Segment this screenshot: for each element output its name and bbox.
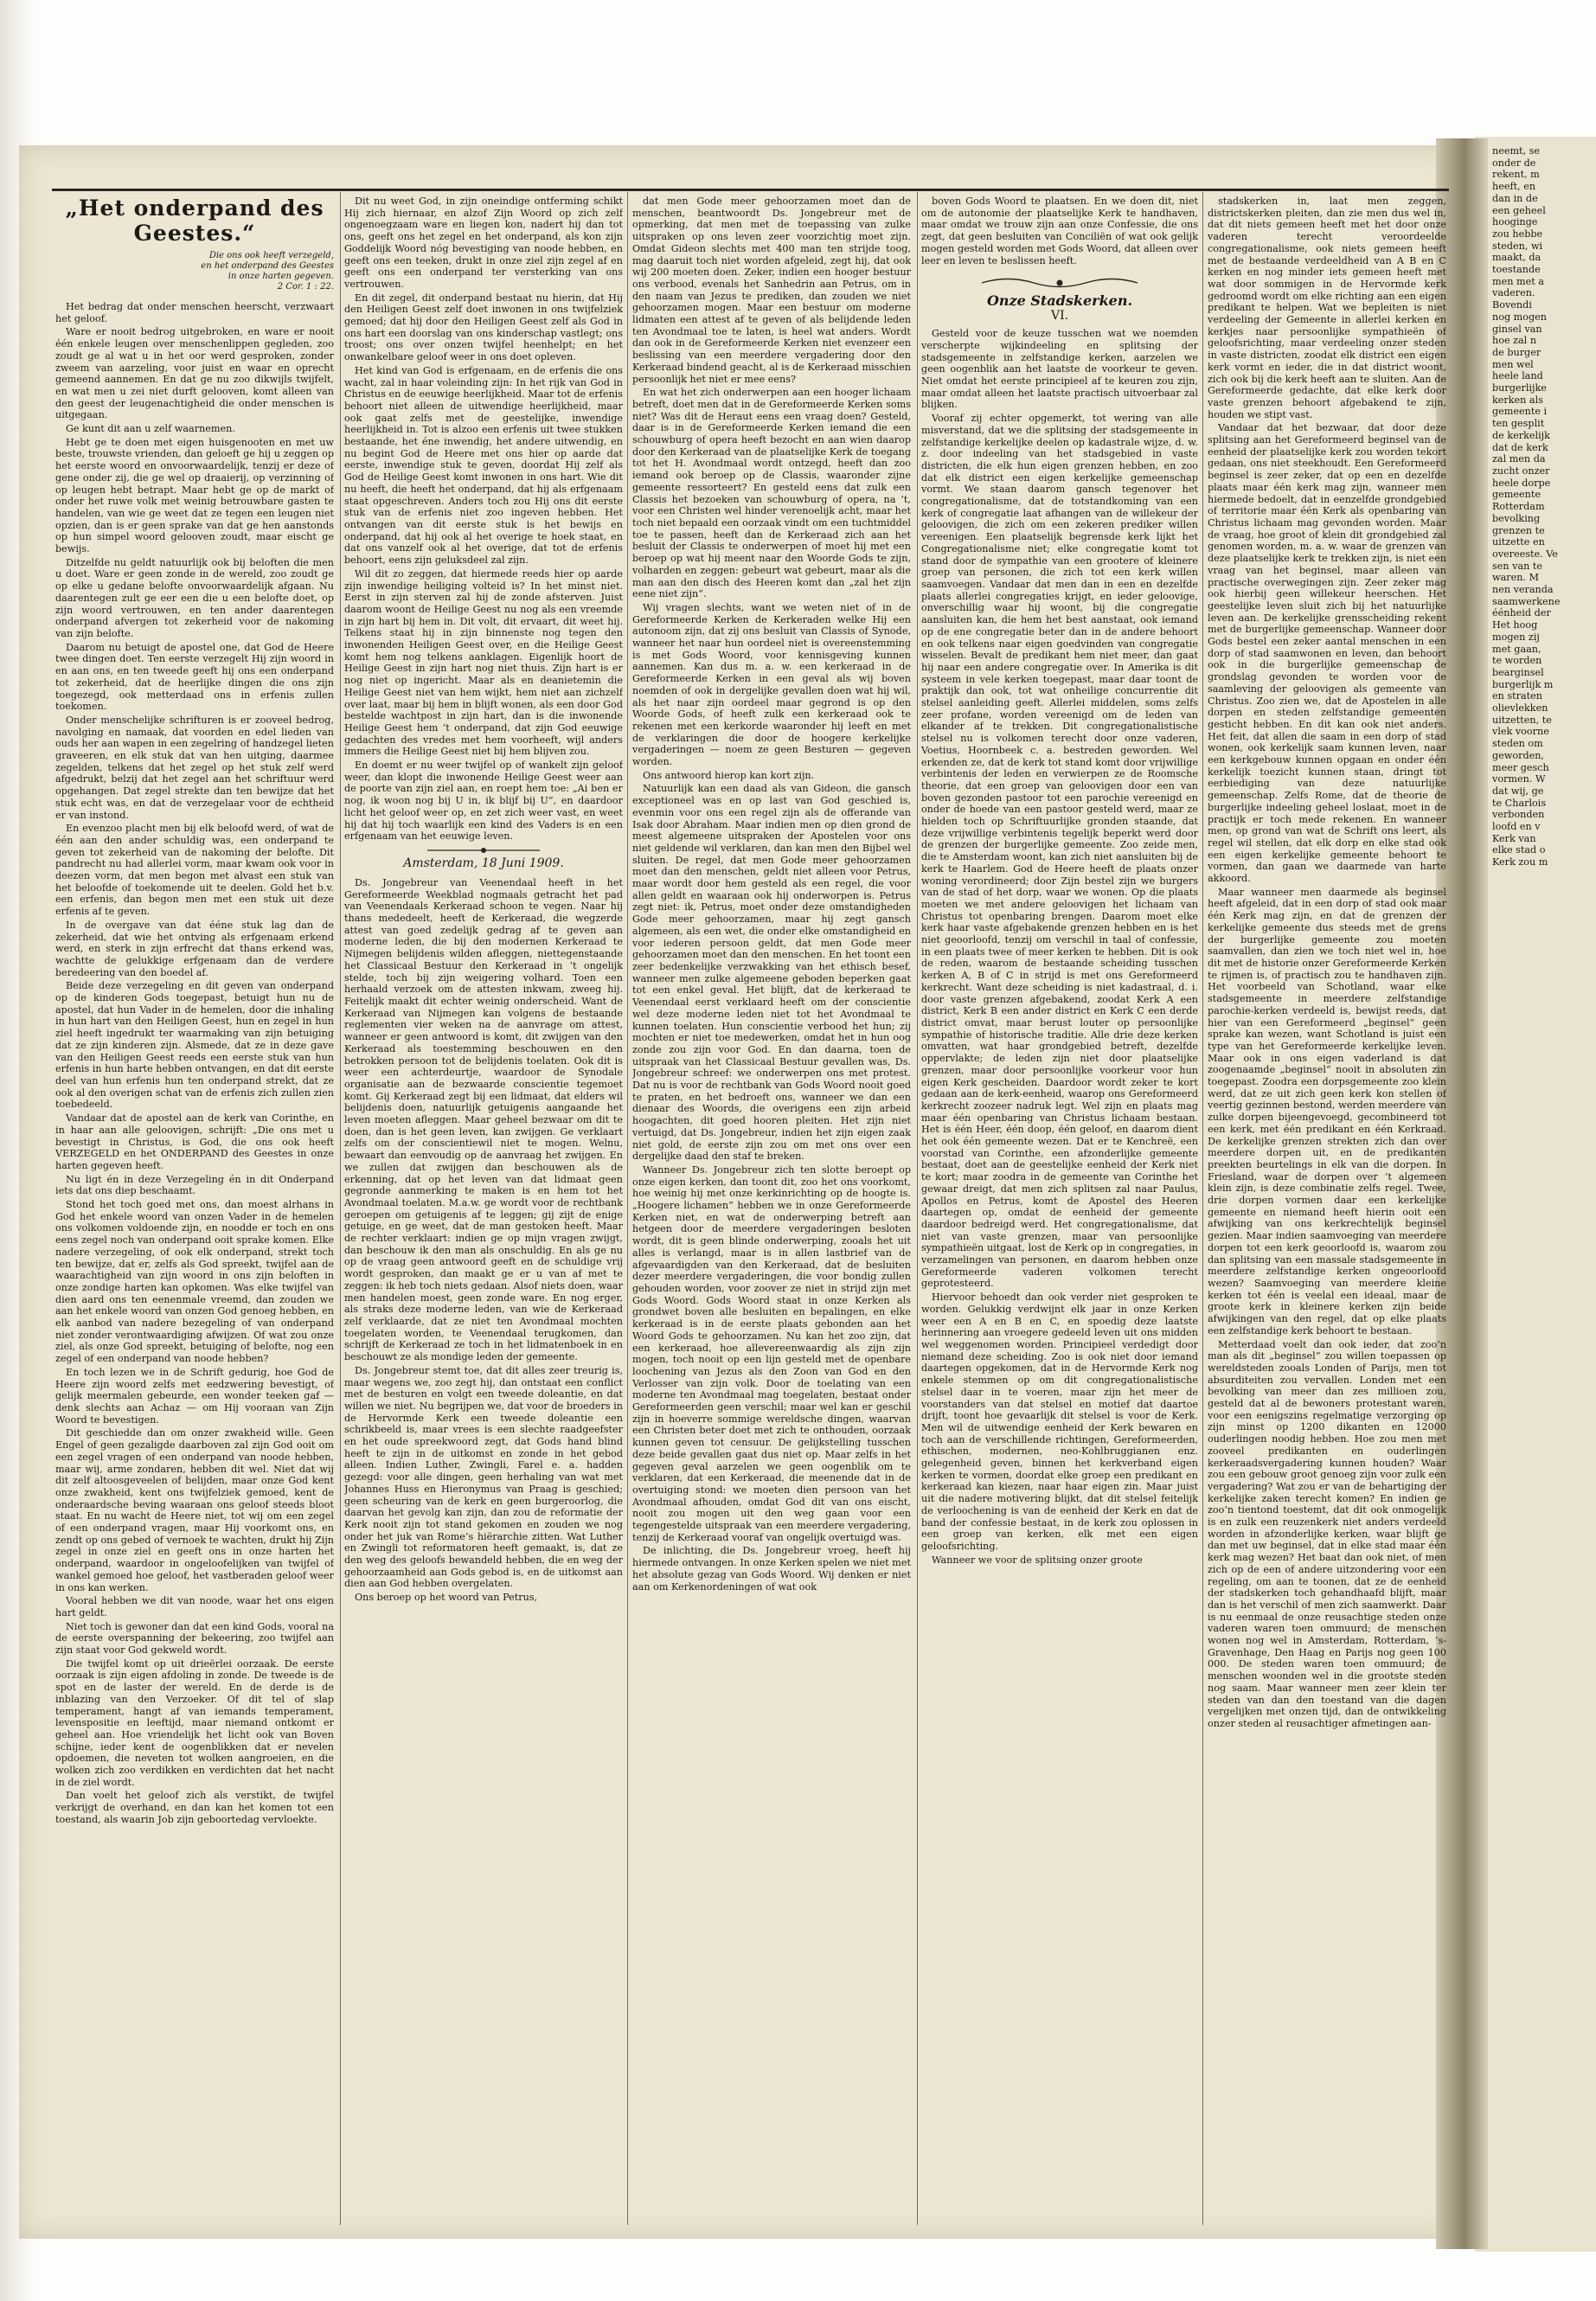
motto-line: en het onderpand des Geestes (201, 261, 334, 271)
paragraph: dat men Gode meer gehoorzamen moet dan de menschen, beantwoordt Ds. Jongebreur met de opmerking, dat men met de toepassing van zulke uitspraken op ons leven zeer voorzichtig moet zijn. Omdat Gideon slechts met 400 man ten strijde toog, mag daaruit toch niet worden afgeleid, zegt hij, dat ook wij 200 moeten doen. Zeker, indien een hooger bestuur ons verbood, evenals het Sanhedrin aan Petrus, om in den naam van Jezus te prediken, dan zouden we niet gehoorzamen mogen. Maar een bestuur om moderne lidmaten een attest af te geven of als belijdende leden ten Avondmaal toe te laten, is heel wat anders. Wordt dan ook in de Gereformeerde Kerken niet evenzeer een beslissing van een meerdere vergadering door den Kerkeraad bindend geacht, al is de Kerkeraad misschien persoonlijk het niet er mee eens? (632, 195, 911, 385)
paragraph: Ons beroep op het woord van Petrus, (355, 1592, 538, 1604)
column-2 (344, 195, 623, 2228)
fragment-line: Kerk zou m (1492, 856, 1548, 868)
fragment-line: bevolking (1492, 512, 1541, 524)
fragment-line: gemeente (1492, 489, 1541, 501)
paragraph: Onder menschelijke schrifturen is er zooveel bedrog, navolging en namaak, dat voorden en edel lieden van ouds her aan wapen in een zegelring of handzegel lieten graveeren, en elk stuk dat van hen uitging, daarmee zegelden, telkens dat het zegel op het stuk zelf werd afgedrukt, belzij dat het zegel aan het schriftuur werd opgehangen. Dat zegel strekte dan ten bewijze dat het stuk echt was, en dat de verzegelaar voor de echtheid er van instond. (55, 714, 334, 821)
fragment-line: rekent, m (1492, 169, 1540, 181)
fragment-line: men wel (1492, 358, 1534, 370)
fragment-line: steden om (1492, 738, 1543, 750)
paragraph: Het kind van God is erfgenaam, en de erfenis die ons wacht, zal in haar voleinding zijn: In het rijk van God in Christus en de eeuwige heerlijkheid. Maar tot de erfenis behoort niet alleen de uitwendige heerlijkheid, maar ook gaat zelfs met de geestelijke, inwendige heerlijkheid in. Tot is alzoo een erfenis uit twee stukken bestaande, het éne inwendig, het andere uitwendig, en nu begint God de Heere met ons hier op aarde dat eerste, inwendige stuk te geven, doordat Hij zelf als God de Heilige Geest komt inwonen in ons hart. Wie dit nu heeft, die heeft het onderpand, dat hij als erfgenaam staat opgeschreven. Anders toch zou Hij ons dit eerste stuk van de erfenis niet zoo ingeven hebben. Het ontvangen van dit eerste stuk is het bewijs en onderpand, dat hij ook al het overige te hoek staat, en dat ons vanzelf ook al het overige, dat tot de erfenis behoort, eens zijn geluksdeel zal zijn. (344, 364, 623, 567)
fragment-line: een geheel (1492, 204, 1546, 216)
fragment-line: Rotterdam (1492, 501, 1545, 513)
paragraph: En evenzoo placht men bij elk beloofd werd, of wat de één aan den ander schuldig was, een onderpand te geven tot zekerheid van de nakoming der belofte. Dit pandrecht nu had allerlei vorm, maar kwam ook voor in deezen vorm, dat men begon met alvast een stuk van het beloofde of toekomende uit te deelen. Gold het b.v. een erfenis, dan begon men met een stuk uit deze erfenis af te geven. (55, 823, 334, 918)
column-rule (627, 192, 628, 2225)
paragraph: Wanneer we voor de splitsing onzer groote (932, 1554, 1143, 1566)
fragment-line: zou hebbe (1492, 228, 1543, 240)
fragment-line: Het hoog (1492, 619, 1538, 631)
fragment-line: bearginsel (1492, 666, 1544, 678)
fragment-line: Kerk van (1492, 832, 1536, 844)
fragment-line: men met a (1492, 275, 1544, 287)
column-5 (1208, 195, 1446, 2228)
paragraph: Dit geschiedde dan om onzer zwakheid wille. Geen Engel of geen gezaligde daarboven zal zijn God ooit om een zegel vragen of een onderpand van noode hebben, maar wij, arme zondaren, hebben dit wel. Niet dat wij dit zelf altoosgeveelen of belijden, maar onze God kent onze zwakheid, kent ons twijfelziek gemoed, kent de onderaardsche beving waaraan ons geloof steeds bloot staat. En nu wacht de Heere niet, tot wij om een zegel of een onderpand vragen, maar Hij voorkomt ons, en zendt op ons gebed of vernoek te wachten, drukt hij Zijn zegel in onze ziel en geeft ons in onze harten het onderpand, waardoor in ongeloofelijken van twijfel of wankel gemoed hoe geloof, het vastberaden geloof weer in ons kan werken. (55, 1427, 334, 1593)
section-title: Onze Stadskerken. (986, 292, 1133, 310)
paragraph: En doemt er nu weer twijfel op of wankelt zijn geloof weer, dan klopt die inwonende Heilige Geest weer aan de poorte van zijn ziel aan, en roept hem toe: „Ai ben er nog, ik woon nog bij U in, ik blijf bij U“, en daardoor licht het geloof weer op, en zet zich weer vast, en weet hij dat hij toch waarlijk een kind des Vaders is en een erfgenaam van het eeuwige leven. (344, 760, 623, 843)
fragment-line: mogen zij (1492, 631, 1540, 643)
fragment-line: dat wij, ge (1492, 785, 1544, 797)
stadskerken-body-continued (1208, 195, 1446, 1730)
ornament-divider (419, 844, 548, 856)
fragment-line: dan in de (1492, 192, 1538, 204)
article-motto (55, 251, 334, 292)
next-page-fragment (1492, 145, 1592, 868)
fragment-line: ginsel van (1492, 323, 1542, 335)
fragment-line: burgerlijk m (1492, 678, 1554, 690)
fragment-line: neemt, se (1492, 145, 1541, 157)
fragment-line: ten gesplit (1492, 418, 1545, 430)
fragment-line: en straten (1492, 690, 1542, 702)
paragraph: Nu ligt én in deze Verzegeling én in dit Onderpand iets dat ons diep beschaamt. (55, 1173, 334, 1197)
fragment-line: loofd en v (1492, 821, 1541, 833)
paragraph: Ds. Jongebreur van Veenendaal heeft in het Gereformeerde Weekblad nogmaals getracht het pad van Veenendaals Kerkeraad schoon te vegen. Naar hij thans mededeelt, heeft de Kerkeraad, die wegzerde attest van goed zedelijk gedrag af te geven aan moderne leden, die bij den modernen Kerkeraad te Nijmegen belijdenis wilden afleggen, niettegenstaande het Classicaal Bestuur den Kerkeraad in ’t ongelijk stelde, toch bij zijn weigering volhard. Toen een herhaald verzoek om de attesten inkwam, zweeg hij. Feitelijk maakt dit echter weinig onderscheid. Want de Kerkeraad van Nijmegen kan volgens de bestaande reglementen vier weken na de aanvrage om attest, wanneer er geen antwoord is komt, dit zwijgen van den Kerkeraad als toestemming beschouwen en den betrokken persoon tot de belijdenis toelaten. Ook dit is weer een achterdeurtje, waardoor de Synodale organisatie aan de bezwaarde conscientie tegemoet komt. Gij Kerkeraad zegt bij een lidmaat, dat elders wil belijdenis doen, natuurlijk getuigenis aangaande het leven moeten afleggen. Maar geheel bezwaar om dit te doen, dan is het geen leven, kan zwijgen. Ge verklaart zelfs om der conscientiewil niet te mogen. Welnu, bewaart dan eenvoudig op de aanvraag het zwijgen. En we zullen dat zwijgen dan beschouwen als de erkenning, dat op het leven van dat lidmaat geen gegronde aanmerking te maken is en hem tot het Avondmaal toelaten. M.a.w. ge wordt voor de rechtbank geroepen om getuigenis af te leggen; gij zijt de enige getuige, en ge weet, dat de man gestoken heeft. Maar de rechter verklaart: indien ge op mijn vragen zwijgt, dan beschouw ik den man als onschuldig. En als ge nu op de vraag geen antwoord geeft en de schuldige vrij wordt gesproken, dan maakt ge er u van af met te zeggen: ik heb toch niets gedaan. Alsof niets doen, waar men handelen moest, geen zonde ware. En nog erger, als straks deze moderne leden, van wie de Kerkeraad zelf verklaarde, dat ze niet ten Avondmaal mochten toegelaten worden, te Veenendaal terugkomen, dan schrijft de Kerkeraad ze toch in het lidmatenboek in en beschouwt ze als mondige leden der gemeente. (344, 876, 623, 1363)
paragraph: Ons antwoord hierop kan kort zijn. (643, 769, 815, 781)
paragraph: En toch lezen we in de Schrift gedurig, hoe God de Heere zijn woord zelfs met eedzwering bevestigt, of gelijk meermalen gebeurde, een wonder teeken gaf — denk slechts aan Achaz — om Hij vooraan van Zijn Woord te bevestigen. (55, 1366, 334, 1426)
paragraph: En wat het zich onderwerpen aan een hooger lichaam betreft, doet men dat in de Gereformeerde Kerken soms niet? Was dit de Heraut eens een vraag doen? Gesteld, daar is in de Gereformeerde Kerken iemand die een schouwburg of opera heeft bezocht en aan wien daarop door den Kerkeraad van de plaatselijke Kerk de toegang tot het H. Avondmaal wordt ontzegd, heeft dan zoo iemand ook beroep op de Classis, waaronder zijne gemeente ressorteert? En gesteld eens dat zulk een Classis het bezoeken van schouwburg of opera, na ’t, voor een Christen wel hinder verenoelijk acht, maar het toch niet bepaald een oorzaak vindt om een tuchtmiddel toe te passen, heeft dan de Kerkeraad zich aan het besluit der Classis te onderwerpen of moet hij met een beroep op wat hij meent naar den Woorde Gods te zijn, volharden en zeggen: gebeurt wat gebeurt, maar als die man aan den disch des Heeren komt dan „zal het zijn eene niet zijn“. (632, 387, 911, 600)
paragraph: Niet toch is gewoner dan dat een kind Gods, vooral na de eerste overspanning der bekeering, zoo twijfel aan zijn staat voor God gekweld wordt. (55, 1620, 334, 1657)
paragraph: Gesteld voor de keuze tusschen wat we noemden verscherpte wijkindeeling en splitsing der stadsgemeente in zelfstandige kerken, aarzelen we geen oogenblik aan het laatste de voorkeur te geven. Niet omdat het eerste principieel af te keuren zou zijn, maar omdat alleen het laatste practisch uitvoerbaar zal blijken. (921, 328, 1198, 411)
fragment-line: de burger (1492, 346, 1542, 358)
fragment-line: kerken als (1492, 394, 1543, 406)
paragraph: boven Gods Woord te plaatsen. En we doen dit, niet om de autonomie der plaatselijke Kerk te handhaven, maar omdat we trouw zijn aan onze Confessie, die ons zegt, dat geen besluiten van Conciliën of wat ook gelijk mogen gesteld worden met Gods Woord, dat alleen over leer en leven te beslissen heeft. (921, 195, 1198, 266)
fragment-line: gemeente i (1492, 406, 1548, 418)
motto-line: in onze harten gegeven. (228, 272, 334, 281)
fragment-line: geworden, (1492, 749, 1544, 761)
paragraph: Hebt ge te doen met eigen huisgenooten en met uw beste, trouwste vrienden, dan geloeft ge hij u zeggen op het eerste woord en onvoorwaardelijk, tenzij er deze of gene onder zij, die ge wel op draaierij, op verzinning of op leugen hebt betrapt. Maar hebt ge op de markt of onder het ruwe volk met weinig betrouwbare gasten te handelen, van wie ge weet dat ze tegen een leugen niet opzien, dan is er geen sprake van dat ge hen aanstonds op hun simpel woord gelooven zoudt, maar eischt ge bewijs. (55, 436, 334, 555)
fragment-line: uitzette en (1492, 536, 1545, 548)
paragraph: Hiervoor behoedt dan ook verder niet gesproken te worden. Gelukkig verdwijnt elk jaar in onze Kerken weer een A en B en C, en spoedig deze laatste herinnering aan vroegere gedeeld leven uit ons midden wel weggenomen worden. Principieel verdedigt door niemand deze scheiding. Zoo is ook niet door iemand daartegen opgekomen, dat in de Hervormde Kerk nog enkele stemmen op om dit congregationalistische stelsel daar in te voeren, maar zijn het meer de voorstanders van dat stelsel en motief dat daartoe drijft, toont hoe gevaarlijk dit stelsel is voor de Kerk. Men wil de uitwendige eenheid der Kerk bewaren en toch aan de verschillende richtingen, Gereformeerden, ethischen, modernen, neo-Kohlbruggianen enz. gelegenheid geven, binnen het kerkverband eigen kerken te vormen, doordat elke groep een predikant en kerkeraad kan kiezen, naar haar eigen zin. Maar juist uit die nadere motivering blijkt, dat dit stelsel feitelijk de verloochening is van de eenheid der Kerk en dat de band der confessie bestaat, in de kerk zou oplossen in een groep van kerken, elk met een eigen geloofsrichting. (921, 1292, 1198, 1552)
paragraph: Natuurlijk kan een daad als van Gideon, die gansch exceptioneel was en op last van God geschied is, evenmin voor ons een regel zijn als de offerande van Isak door Abraham. Maar indien men op dien grond de meest algemeene uitspraken der Apostelen voor ons niet geldende wil verklaren, dan kan men den Bijbel wel sluiten. De regel, dat men Gode meer gehoorzamen moet dan den menschen, geldt niet alleen voor Petrus, maar wordt door hem gesteld als een regel, die voor allen geldt en waaraan ook hij onderworpen is. Petrus zegt niet: ik, Petrus, moet onder deze omstandigheden Gode meer gehoorzamen, maar hij zegt gansch algemeen, als een wet, die onder elke omstandigheid en voor iederen persoon geldt, dat men Gode meer gehoorzamen moet dan den menschen. En het toont een zeer bedenkelijke verzwakking van het ethisch besef, wanneer men zulke algemeene geboden beperken gaat tot een enkel geval. Het blijft, dat de kerkeraad te Veenendaal eerst verklaard heeft om der conscientie wel deze moderne leden niet tot het Avondmaal te kunnen toelaten. Hun conscientie verbood het hun; zij mochten er niet toe medewerken, omdat het in hun oog zonde zou zijn voor God. En dan daarna, toen de uitspraak van het Classicaal Bestuur gevallen was, Ds. Jongebreur schreef: we onderwerpen ons met protest. Dat nu is voor de rechtbank van Gods Woord nooit goed te praten, en het bedroeft ons, wanneer we dan een dienaar des Woords, die overigens een zijn arbeid hoogachten, dit goed hooren pleiten. Het zijn niet vertuigd, dat Ds. Jongebreur, indien het zijn eigen zaak niet gold, de eerste zijn zou om met ons over een dergelijke daad den staf te breken. (632, 783, 911, 1163)
fragment-line: dat de kerk (1492, 441, 1548, 453)
fragment-line: nen veranda (1492, 584, 1554, 596)
fragment-line: grenzen te (1492, 524, 1545, 536)
paragraph: Het bedrag dat onder menschen heerscht, verzwaart het geloof. (55, 301, 334, 324)
fragment-line: elke stad o (1492, 844, 1546, 856)
fragment-line: maakt, da (1492, 252, 1542, 264)
commentary-body-continued (632, 195, 911, 1593)
paragraph: Daarom nu betuigt de apostel one, dat God de Heere twee dingen doet. Ten eerste verzegelt Hij zijn woord in en aan ons, en ten tweede geeft hij ons een onderpand tot zekerheid, dat de heerlijke dingen die ons zijn toegezegd, ook metterdaad ons in erfenis zullen toekomen. (55, 641, 334, 713)
column-4 (921, 195, 1198, 2228)
column-rule (1202, 192, 1203, 2225)
column-rule (340, 192, 341, 2225)
paragraph: stadskerken in, laat men zeggen, districtskerken pleiten, dan zie men dus wel in, dat dit niets gemeen heeft met het door onze vaderen terecht veroordeelde congregationalisme, ook niets gemeen heeft met de bestaande verdeeldheid van A B en C kerken en nog minder iets gemeen heeft met wat door sommigen in de Hervormde kerk gedroomd wordt om elke richting aan een eigen predikant te helpen. Wat we bepleiten is niet verdeeling der Gemeente in allerlei kerken en kerkjes naar persoonlijke sympathieën of geloofsrichting, maar verdeeling onzer steden in vaste districten, zoodat elk district een eigen kerk vormt en ieder, die in dat district woont, zich ook bij die kerk heeft aan te sluiten. Aan de Gereformeerde gedachte, dat elke kerk door vaste grenzen behoort afgebakend te zijn, houden we stipt vast. (1208, 195, 1446, 420)
paragraph: Vooral hebben we dit van noode, waar het ons eigen hart geldt. (55, 1595, 334, 1618)
fragment-line: sen van te (1492, 560, 1542, 572)
paragraph: Beide deze verzegeling en dit geven van onderpand op de kinderen Gods toegepast, betuigt hun nu de apostel, dat hun Vader in de hemelen, door die inhaling in hun hart van den Heiligen Geest, hun en zegel in hun ziel heeft ingedrukt ter waarmaking van zijn betuiging dat ze zijn kinderen zijn. Alsmede, dat ze in deze gave van den Heiligen Geest reeds een eerste stuk van hun erfenis in hun harte hebben ontvangen, en dat dit eerste deel van hun erfenis hun ten onderpand strekt, dat ze ook al den overigen schat van de erfenis zich zullen zien toebedeeld. (55, 980, 334, 1111)
fragment-line: te worden (1492, 655, 1542, 667)
paragraph: Ware er nooit bedrog uitgebroken, en ware er nooit één enkele leugen over menschenlippen gegleden, zoo zoudt ge al wat u in het oor werd gesproken, zonder zweem van aarzeling, voor juist en waar en oprecht gemeend aannemen. En dat ge nu zoo dikwijls twijfelt, en wat men u zei niet durft gelooven, komt alleen van den geest der leugenachtigheid die onder menschen is uitgegaan. (55, 326, 334, 421)
article-title: „Het onderpand des Geestes.“ (65, 195, 324, 246)
paragraph: Wil dit zo zeggen, dat hiermede reeds hier op aarde zijn inwendige heiliging volteid is? In het minst niet. Eerst in zijn sterven zal hij de zonde afsterven. Juist daarom woont de Heilige Geest nu nog als een vreemde in zijn hart bij hem in. Dit volt, dit ervaart, dit weet hij. Telkens staat hij in zijn binnenste nog tegen den inwonenden Heiligen Geest over, en die Heilige Geest komt hem nog telkens aanklagen. Eigenlijk hoort de Heilige Geest in zijn hart nog niet thuis. Zijn hart is er nog niet op ingericht. Maar als en deanietemin die Heilige Geest niet van hem wijkt, hem niet aan zichzelf over laat, maar bij hem in blijft wonen, als een door God bestelde wachtpost in zijn hart, dan is die inwonende Heilige Geest hem ’t onderpand, dat zijn God eeuwige gedachten des vredes met hem voorheeft, wijl anders immers die Heilige Geest niet bij hem blijven zou. (344, 567, 623, 758)
paragraph: Maar wanneer men daarmede als beginsel heeft afgeleid, dat in een dorp of stad ook maar één Kerk mag zijn, en dat de grenzen der kerkelijke gemeente dus steeds met de grens der burgerlijke gemeente zou moeten saamvallen, dan zien we toch niet wel in, hoe dit met de historie onzer Gereformeerde Kerken te rijmen is, of practisch zou te handhaven zijn. Het voorbeeld van Schotland, waar elke stadsgemeente in meerdere zelfstandige parochie-kerken verdeeld is, bewijst reeds, dat hier van een Gereformeerd „beginsel“ geen sprake kan wezen, want Schotland is juist een type van het Gereformeerde kerkelijke leven. Maar ook in ons eigen vaderland is dat zoogenaamde „beginsel“ nooit in absoluten zin toegepast. Zoodra een dorpsgemeente zoo klein werd, dat ze uit zich geen kerk kon stellen of veertig gezinnen bestond, werden meerdere van zulke dorpen bijeengevoegd, gecombineerd tot een kerk, met één predikant en één Kerkraad. De kerkelijke grenzen strekten zich dan over meerdere dorpen uit, en de predikanten preekten beurtelings in elk van die dorpen. In Friesland, waar de dorpen over ’t algemeen klein zijn, is deze combinatie zelfs regel. Twee, drie dorpen vormen daar een kerkelijke gemeente en niemand heeft hierin ooit een afwijking van ons kerkrechtelijk beginsel gezien. Maar indien saamvoeging van meerdere dorpen tot een kerk geoorloofd is, waarom zou dan splitsing van een massale stadsgemeente in meerdere zelfstandige kerken ongeoorloofd wezen? Saamvoeging van meerdere kleine kerken tot één is veelal een ideaal, maar de groote kerk in kleinere kerken zijn beide afwijkingen van den regel, dat op elke plaats een zelfstandige kerk behoort te bestaan. (1208, 886, 1446, 1336)
fragment-line: waren. M (1492, 572, 1539, 584)
paragraph: Dan voelt het geloof zich als verstikt, de twijfel verkrijgt de overhand, en dan kan het komen tot een toestand, als waarin Job zijn geboortedag vervloekte. (55, 1790, 334, 1825)
fragment-line: nog mogen (1492, 311, 1547, 323)
paragraph: Wij vragen slechts, want we weten niet of in de Gereformeerde Kerken de Kerkeraden welke Hij een autonoom zijn, dat zij ons besluit van Classis of Synode, wanneer het naar hun oordeel niet is overeenstemming is met Gods Woord, voor kennisgeving kunnen aannemen. Kan dus m. a. w. een kerkeraad in de Gereformeerde Kerken in een geval als wij boven noemden of ook in dergelijke gevallen doen wat hij wil, als het naar zijn oordeel maar gegrond is op den Woorde Gods, of heeft zulk een kerkeraad ook te rekenen met een kerkorde waaronder hij leeft en met de verklaringen die door de hoogere kerkelijke vergaderingen — noem ze geen Besturen — gegeven worden. (632, 601, 911, 768)
fragment-line: uitzetten, te (1492, 714, 1552, 726)
fragment-line: meer gesch (1492, 761, 1549, 773)
paragraph: Vooraf zij echter opgemerkt, tot wering van alle misverstand, dat we die splitsing der stadsgemeente in zelfstandige kerkelijke deelen op kadastrale wijze, d. w. z. door indeeling van het stadsgebied in vaste districten, die elk hun eigen grenzen hebben, en zoo dat elk district een eigen kerkelijke gemeenschap vormt. We staan daarom gansch tegenover het congregationalisme, dat de totstandkoming van een kerk of congregatie laat afhangen van de willekeur der geloovigen, die zich om een zekeren prediker willen vereenigen. Een plaatselijk begrensde kerk lijkt het Congregationalisme niet; elke congregatie komt tot stand door de sympathie van een grootere of kleinere groep van personen, die zich tot een kerk willen saamvoegen. Vandaar dat men dan in een en dezelfde plaats allerlei congregaties krijgt, en ieder geloovige, onverschillig waar hij woont, bij die congregatie aansluiten kan, die hem het best aanstaat, ook iemand op de ene congregatie beter dan in de andere behoort en ook telkens naar eigen goedvinden van congregatie wisselen. Bevalt de predikant hem niet meer, dan gaat hij naar een andere congregatie over. In Amerika is dit systeem in vele kerken toegepast, maar daar toont de praktijk dan ook, tot wat onheilige concurrentie dit stelsel aanleiding geeft. Allerlei middelen, soms zelfs zeer profane, worden vereenigd om de leden van elkander af te trekken. Dit congregationalistische stelsel nu is volkomen terecht door onze vaderen, Voetius, Hoornbeek c. a. bestreden geworden. Wel erkenden ze, dat de kerk tot stand komt door vrijwillige verbintenis der leden en verwierpen ze de Roomsche theorie, dat een groep van geloovigen door een van boven gezonden pastoor tot een parochie vereenigd en onder de hoede van een pastoor gesteld werd, maar ze hielden toch op Schriftuurlijke gronden staande, dat deze vrijwillige verbintenis tegelijk beperkt werd door de grenzen der burgerlijke gemeente. Zoo zeide men, die te Amsterdam woont, kan zich niet aansluiten bij de kerk te Haarlem. God de Heere heeft de plaats onzer woning verordineerd; door Zijn bestel zijn we burgers van de stad of het dorp, waar we wonen. Op die plaats moeten we met andere geloovigen het lichaam van Christus tot openbaring brengen. Daarom moet elke kerk haar vaste afgebakende grenzen hebben en is het niet geoorloofd, tenzij om verschil in taal of confessie, in een plaats twee of meer kerken te hebben. Dit is ook de reden, waarom de bestaande scheiding tusschen kerken A, B of C in strijd is met ons Gereformeerd kerkrecht. Want deze scheiding is niet kadastraal, d. i. door vaste grenzen afgebakend, zoodat Kerk A een district, Kerk B een ander district en Kerk C een derde district omvat, maar berust louter op persoonlijke sympathie of historische traditie. Alle drie deze kerken omvatten, wat haar grondgebied betreft, dezelfde oppervlakte; de leden zijn niet door plaatselijke grenzen, maar door persoonlijke voorkeur voor hun eigen Kerk gescheiden. Daardoor wordt zeker te kort gedaan aan de kerk-eenheid, waarop ons Gereformeerd kerkrecht zoozeer nadruk legt. Wel zijn en plaats mag maar één openbaring van Christus lichaam bestaan. Het is één Heer, één doop, één geloof, en daarom dient het ook één gemeente wezen. Dat er te Kenchreë, een voorstad van Corinthe, een afzonderlijke gemeente bestaat, doet aan de geestelijke eenheid der Kerk niet te kort; maar zoodra in de gemeente van Corinthe het gewaar dreigt, dat men zich splitsen zal naar Paulus, Apollos en Petrus, komt de Apostel des Heeren daartegen op, omdat de eenheid der gemeente daardoor bedreigd werd. Het congregationalisme, dat niet van vaste grenzen, maar van persoonlijke sympathieën uitgaat, lost de Kerk op in congregaties, in verzamelingen van personen, en daarom hebben onze Gereformeerde vaderen volkomen terecht geprotesteerd. (921, 413, 1198, 1290)
fragment-line: saamwerkene (1492, 595, 1561, 607)
fragment-line: heeft, en (1492, 181, 1536, 193)
motto-line: 2 Cor. 1 : 22. (277, 282, 334, 292)
fragment-line: verbonden (1492, 809, 1545, 821)
article-body (55, 301, 334, 1826)
fragment-line: heele land (1492, 370, 1543, 382)
fragment-line: toestande (1492, 264, 1541, 276)
dateline: Amsterdam, 18 Juni 1909. (403, 856, 564, 870)
motto-line: Die ons ook heeft verzegeld, (208, 251, 334, 260)
fragment-line: onder de (1492, 157, 1536, 169)
fragment-line: Bovendi (1492, 299, 1532, 311)
paragraph: Ditzelfde nu geldt natuurlijk ook bij beloften die men u doet. Ware er geen zonde in de wereld, zoo zoudt ge op elke u gedane belofte onvoorwaardelijk afgaan. Nu daarentegen zult ge eer een die u een belofte doet, op zijn woord vertrouwen, en ten ander daarentegen onderpand afvergen tot zekerheid voor de nakoming van zijn belofte. (55, 556, 334, 639)
ornament-divider (973, 273, 1146, 292)
fragment-line: zal men da (1492, 453, 1546, 465)
fragment-line: hooginge (1492, 216, 1538, 228)
paragraph: Die twijfel komt op uit drieërlei oorzaak. De eerste oorzaak is zijn eigen afdoling in zonde. De tweede is de spot en de laster der wereld. En de derde is de inblazing van den Verzoeker. Of dit tel of slap temperament, hangt af van iemands temperament, levenspositie en leeftijd, maar niemand ontkomt er geheel aan. Hoe vriendelijk het licht ook van Boven schijne, ieder kent de oogenblikken dat er nevelen opdoemen, die neveten tot wolken aangroeien, en die wolken zich zoo verdikken en verdichten dat het nacht in de ziel wordt. (55, 1657, 334, 1788)
fragment-line: overeeste. Ve (1492, 548, 1558, 560)
fragment-line: steden, wi (1492, 240, 1543, 252)
top-rule (52, 189, 1449, 191)
section-number: VI. (1050, 309, 1069, 324)
paragraph: Vandaar dat de apostel aan de kerk van Corinthe, en in haar aan alle geloovigen, schrijft: „Die ons met u bevestigt in Christus, is God, die ons ook heeft VERZEGELD en het ONDERPAND des Geestes in onze harten gegeven heeft. (55, 1112, 334, 1171)
column-1 (55, 195, 334, 2228)
fragment-line: vormen. W (1492, 773, 1546, 785)
fragment-line: te Charlois (1492, 797, 1547, 809)
fragment-line: met gaan, (1492, 643, 1542, 655)
paragraph: De inlichting, die Ds. Jongebreur vroeg, heeft hij hiermede ontvangen. In onze Kerken spelen we niet met het absolute gezag van Gods Woord. Wij denken er niet aan om Kerkenordeningen of wat ook (632, 1545, 911, 1593)
column-rule (917, 192, 918, 2225)
fragment-line: olievlekken (1492, 702, 1548, 715)
paragraph: Dit nu weet God, in zijn oneindige ontferming schikt Hij zich hiernaar, en alzof Zijn Woord op zich zelf ongenoegzaam ware en liegen kon, nadert hij dan tot ons, geeft ons het zegel en het onderpand, als kon zijn Goddelijk Woord nóg bevestiging van noode hebben, en geeft ons een teeken, drukt in onze ziel zijn zegel af en geeft ons een onderpand ter versterking van ons vertrouwen. (344, 195, 623, 290)
fragment-line: heele dorpe (1492, 477, 1551, 489)
fragment-line: burgerlijke (1492, 382, 1547, 394)
paragraph: Ge kunt dit aan u zelf waarnemen. (66, 423, 235, 435)
paragraph: Wanneer Ds. Jongebreur zich ten slotte beroept op onze eigen kerken, dan toont dit, zoo het ons voorkomt, hoe weinig hij met onze kerkinrichting op de hoogte is. „Hoogere lichamen“ hebben we in onze Gereformeerde Kerken niet, en wat de onderwerping betreft aan hetgeen door de meerdere vergaderingen besloten wordt, dit is geen blinde onderwerping, zooals het uit alles is verlangd, maar is in allen lastbrief van de afgevaardigden van den Kerkeraad, dat de besluiten dezer meerdere vergaderingen, die voor bondig zullen gehouden worden, voor zoover ze niet in strijd zijn met Gods Woord. Gods Woord staat in onze Kerken als grondwet boven alle besluiten en bepalingen, en elke kerkeraad is in de eerste plaats gebonden aan het Woord Gods te gehoorzamen. Nu kan het zoo zijn, dat een kerkeraad, hoe allevereenwaardig als zijn zijn mogen, toch nooit op een lijn gesteld met de openbare loochening van Jezus als den Zoon van God en den Verlosser van zijn volk. Door de toelating van een moderne ten Avondmaal mag toegelaten, bestaat onder Gereformeerden geen verschil; maar wel kan er geschil zijn in hoeverre sommige wereldsche dingen, waarvan een Christen beter doet met zich te onthouden, oorzaak kunnen geven tot censuur. De gelijkstelling tusschen deze beide gevallen gaat dus niet op. Maar zelfs in het gegeven geval aarzelen we geen oogenblik om te verklaren, dat een Kerkeraad, die meenende dat in de overtuiging stond: we moeten dien persoon van het Avondmaal afhouden, omdat God dit van ons eischt, nooit zou mogen uit den weg gaan voor een tegengestelde uitspraak van een meerdere vergadering, tenzij de Kerkeraad vooraf van ongelijk overtuigd was. (632, 1163, 911, 1543)
paragraph: Metterdaad voelt dan ook ieder, dat zoo’n man als dit „beginsel“ zou willen toepassen op wereldsteden zooals Londen of Parijs, men tot absurditeiten zou vervallen. Londen met een bevolking van meer dan zes millioen zou, gesteld dat al de bewoners protestant waren, voor een eenigszins regelmatige verzorging op zijn minst op 1200 dikanten en 12000 ouderlingen noodig hebben. Hoe zou men met zooveel predikanten en ouderlingen kerkeraadsvergadering kunnen houden? Waar zou een gebouw groot genoeg zijn voor zulk een vergadering? Wat zou er van de behartiging der kerkelijke zaken terecht komen? En indien ge zoo’n tientond toestemt, dat dit ook onmogelijk is en zulk een reuzenkerk niet anders verdeeld worden in afzonderlijke kerken, waar blijft ge dan met uw beginsel, dat in elke stad maar één kerk mag wezen? Het baat dan ook niet, of men zich op de een of andere uitzondering voor een regeling, om aan te toonen, dat ze de eenheid der stadskerken toch gehandhaafd blijft, maar dan is het verschil of men zich saamwerkt. Daar is nu eenmaal de onze reusachtige steden onze vaderen waren toen ommuurd; de menschen wonen nog wel in Amsterdam, Rotterdam, ’s-Gravenhage, Den Haag en Parijs nog geen 100 000. De steden waren toen ommuurd; de menschen woonden wel in die grootste steden nog saam. Maar wanneer men zeer klein ter steden van dan den toestand van die dagen vergelijken met onzen tijd, dan de ontwikkeling onzer steden al reusachtiger afmetingen aan- (1208, 1338, 1446, 1729)
fragment-line: vaderen. (1492, 287, 1535, 299)
commentary-body (344, 877, 623, 1604)
fragment-line: vlek voorne (1492, 726, 1549, 738)
paragraph: In de overgave van dat ééne stuk lag dan de zekerheid, dat wie het ontving als erfgenaam erkend werd, en sterk in zijn erfrecht dat thans erkend was, wachtte de gelukkige erfgenaam dan de verdere beredeering van den boedel af. (55, 919, 334, 978)
paragraph: Stond het toch goed met ons, dan moest alrhans in God het enkele woord van onzen Vader in de hemelen ons volkomen voldoende zijn, en noodde er toch en ons eens zegel noch van onderpand ooit sprake komen. Elke nadere verzegeling, of ook elk onderpand, strekt toch ten bewijze, dat er, zelfs als God spreekt, twijfel aan de waarachtigheid van zijn woord in ons zijn beloften in onze zondige harten kan opkomen. Was elke twijfel van dien aard ons ten eenenmale vreemd, dan zouden we aan het enkele woord van onzen God genoeg hebben, en elk aanbod van nadere bezegeling of van onderpand niet zonder verontwaardiging afwijzen. Of wat zou onze ziel, als onze God spreekt, betuiging of belofte, nog een zegel of een onderpand van noode hebben? (55, 1199, 334, 1365)
stadskerken-body (921, 328, 1198, 1566)
commentary-ending (921, 195, 1198, 266)
fragment-line: hoe zal n (1492, 335, 1537, 347)
fragment-line: éénheid der (1492, 607, 1551, 619)
article-body-continued (344, 195, 623, 843)
paragraph: Vandaar dat het bezwaar, dat door deze splitsing aan het Gereformeerd beginsel van de eenheid der plaatselijke kerk zou worden tekort gedaan, ons niet steekhoudt. Een Gereformeerd beginsel is zeer zeker, dat op een en dezelfde plaats maar één kerk mag zijn, wanneer men hiermede bedoelt, dat in eenzelfde grondgebied of territorie maar één Kerk als openbaring van Christus lichaam mag gevonden worden. Maar de vraag, hoe groot of klein dit grondgebied zal genomen worden, m. a. w. waar de grenzen van deze plaatselijke kerk te trekken zijn, is niet een vraag van het beginsel, maar alleen van practische overwegingen zijn. Zeer zeker mag ook hierbij geen willekeur heerschen. Het geestelijke leven sluit zich bij het natuurlijke leven aan. De kerkelijke grensscheiding rekent met de burgerlijke gemeenschap. Wanneer door Gods bestel een zeker aantal menschen in een dorp of stad saamwonen en leven, dan behoort ook in die burgerlijke gemeenschap de grondslag gevonden te worden voor de saamleving der geloovigen als gemeente van Christus. Zoo zien we, dat de Apostelen in alle dorpen en steden zelfstandige gemeenten gesticht hebben. En dit kan ook niet anders. Het feit, dat allen die saam in een dorp of stad wonen, ook kerkelijk saam kunnen leven, naar een kerkgebouw kunnen opgaan en onder één kerkelijk toezicht kunnen staan, dringt tot eerbiediging van deze natuurlijke gemeenschap. Zelfs Rome, dat de theorie de burgerlijke indeeling geheel loslaat, moet in de practijk er toch mede rekenen. En wanneer men, op grond van wat de Schrift ons leert, als regel wil stellen, dat elk dorp en elke stad ook een eigen kerkelijke gemeente behoort te vormen, dan gaan we daarmede van harte akkoord. (1208, 422, 1446, 885)
fragment-line: de kerkelijk (1492, 429, 1550, 441)
paragraph: En dit zegel, dit onderpand bestaat nu hierin, dat Hij den Heiligen Geest zelf doet inwonen in ons twijfelziek gemoed; dat hij door den Heiligen Geest zelf als God in ons hart een doorslag van ons kinderschap vastlegt; ons troost; ons over onzen twijfel heenhelpt; en het onwankelbare geloof weer in ons doet opleven. (344, 292, 623, 363)
paragraph: Ds. Jongebreur stemt toe, dat dit alles zeer treurig is, maar wegens we, zoo zegt hij, dan ontstaat een conflict met de besturen en volgt een tweede doleantie, en dat willen we niet. Nu begrijpen we, dat voor de broeders in de Hervormde Kerk een tweede doleantie een schrikbeeld is, maar vrees is een slechte raadgeefster en het oude spreekwoord zegt, dat Gods hand blind heeft te zijn in de uitkomst en zonde in het gebod alleen. Indien Luther, Zwingli, Farel e. a. hadden gezegd: voor alle dingen, geen herhaling van wat met Johannes Huss en Hieronymus van Praag is geschied; geen scheuring van de kerk en geen burgeroorlog, die daarvan het gevolg kan zijn, dan zou de reformatie der Kerk nooit zijn tot stand gekomen en zouden we nog onder het juk van Rome’s hiërarchie zitten. Wat Luther en Zwingli tot reformatoren heeft gemaakt, is, dat ze den weg des geloofs bewandeld hebben, die en weg der gehoorzaamheid aan Gods gebod is, en de uitkomst aan dien aan God hebben overgelaten. (344, 1364, 623, 1590)
fragment-line: zucht onzer (1492, 465, 1550, 477)
column-3 (632, 195, 911, 2228)
